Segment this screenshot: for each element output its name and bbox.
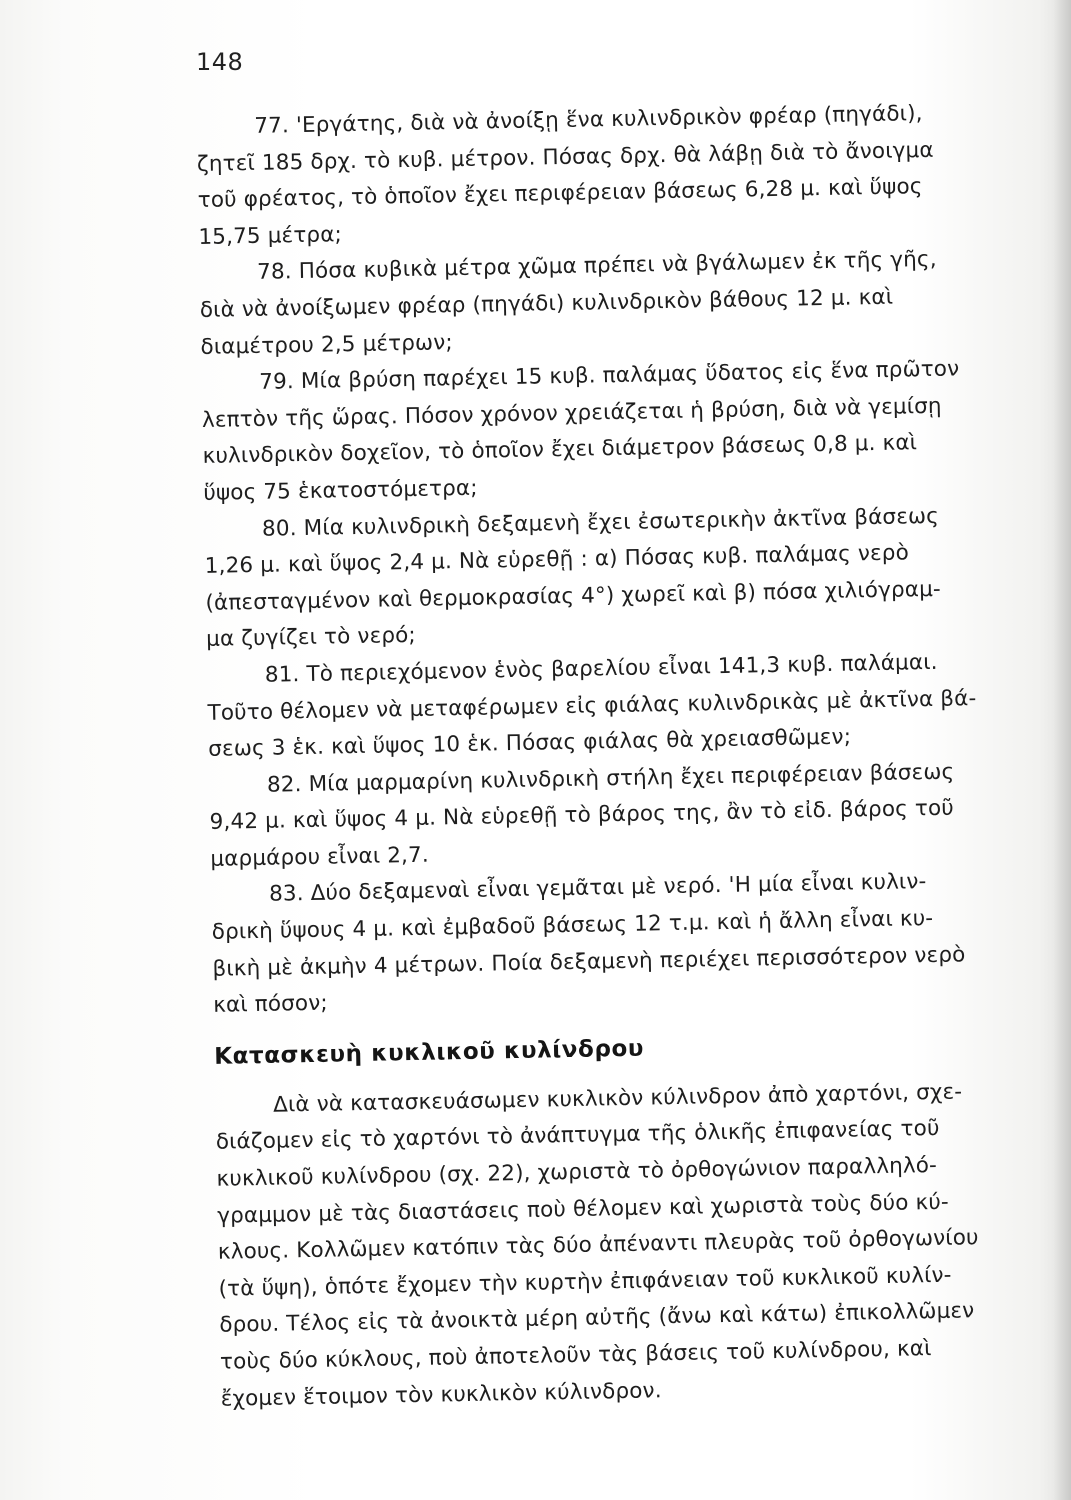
- text-line: 82. Μία μαρμαρίνη κυλινδρικὴ στήλη ἔχει περιφέρειαν βάσεως: [266, 759, 955, 798]
- text-line: δρου. Τέλος εἰς τὰ ἀνοικτὰ μέρη αὐτῆς (ἄνω καὶ κάτω) ἐπικολλῶμεν: [219, 1298, 975, 1339]
- text-line: Τοῦτο θέλομεν νὰ μεταφέρωμεν εἰς φιάλας κυλινδρικὰς μὲ ἀκτῖνα βά-: [207, 685, 977, 726]
- text-line: βικὴ μὲ ἀκμὴν 4 μέτρων. Ποία δεξαμενὴ περιέχει περισσότερον νερὸ: [212, 942, 966, 982]
- text-line: ὕψος 75 ἑκατοστόμετρα;: [203, 475, 478, 506]
- text-line: λεπτὸν τῆς ὥρας. Πόσον χρόνον χρειάζεται ἡ βρύση, διὰ νὰ γεμίσῃ: [201, 393, 942, 433]
- text-line: 79. Μία βρύση παρέχει 15 κυβ. παλάμας ὕδατος εἰς ἕνα πρῶτον: [259, 356, 960, 395]
- text-line: (ἀπεσταγμένον καὶ θερμοκρασίας 4°) χωρεῖ καὶ β) πόσα χιλιόγραμ-: [205, 576, 942, 616]
- text-line: ζητεῖ 185 δρχ. τὸ κυβ. μέτρον. Πόσας δρχ. θὰ λάβῃ διὰ τὸ ἄνοιγμα: [196, 137, 934, 177]
- text-line: καὶ πόσον;: [212, 990, 329, 1019]
- page-text: [196, 94, 1067, 1418]
- text-line: 81. Τὸ περιεχόμενον ἑνὸς βαρελίου εἶναι 141,3 κυβ. παλάμαι.: [264, 649, 938, 688]
- text-line: κυκλικοῦ κυλίνδρου (σχ. 22), χωριστὰ τὸ ὀρθογώνιον παραλληλό-: [216, 1153, 938, 1192]
- text-line: μαρμάρου εἶναι 2,7.: [210, 842, 430, 872]
- text-line: 80. Μία κυλινδρικὴ δεξαμενὴ ἔχει ἐσωτερικὴν ἀκτῖνα βάσεως: [261, 503, 940, 542]
- text-line: (τὰ ὕψη), ὁπότε ἔχομεν τὴν κυρτὴν ἐπιφάνειαν τοῦ κυκλικοῦ κυλίν-: [218, 1262, 952, 1302]
- text-line: Διὰ νὰ κατασκευάσωμεν κυκλικὸν κύλινδρον ἀπὸ χαρτόνι, σχε-: [272, 1079, 963, 1118]
- text-line: δρικὴ ὕψους 4 μ. καὶ ἐμβαδοῦ βάσεως 12 τ.μ. καὶ ἡ ἄλλη εἶναι κυ-: [211, 906, 934, 945]
- section-heading: Κατασκευὴ κυκλικοῦ κυλίνδρου: [213, 1035, 645, 1070]
- text-line: 78. Πόσα κυβικὰ μέτρα χῶμα πρέπει νὰ βγάλωμεν ἐκ τῆς γῆς,: [256, 247, 937, 286]
- text-line: κλους. Κολλῶμεν κατόπιν τὰς δύο ἀπέναντι πλευρὰς τοῦ ὀρθογωνίου: [217, 1225, 979, 1266]
- text-line: διάζομεν εἰς τὸ χαρτόνι τὸ ἀνάπτυγμα τῆς ὁλικῆς ἐπιφανείας τοῦ: [215, 1116, 940, 1156]
- text-line: 1,26 μ. καὶ ὕψος 2,4 μ. Νὰ εὑρεθῇ : α) Πόσας κυβ. παλάμας νερὸ: [204, 540, 910, 580]
- text-line: ἔχομεν ἕτοιμον τὸν κυκλικὸν κύλινδρον.: [220, 1377, 662, 1412]
- text-line: 9,42 μ. καὶ ὕψος 4 μ. Νὰ εὑρεθῇ τὸ βάρος της, ἂν τὸ εἰδ. βάρος τοῦ: [209, 795, 955, 836]
- text-line: τοῦ φρέατος, τὸ ὁποῖον ἔχει περιφέρειαν βάσεως 6,28 μ. καὶ ὕψος: [197, 174, 923, 214]
- page-number: 148: [196, 48, 244, 76]
- text-line: 15,75 μέτρα;: [198, 222, 343, 250]
- text-line: γραμμον μὲ τὰς διαστάσεις ποὺ θέλομεν καὶ χωριστὰ τοὺς δύο κύ-: [216, 1189, 950, 1229]
- text-line: κυλινδρικὸν δοχεῖον, τὸ ὁποῖον ἔχει διάμετρον βάσεως 0,8 μ. καὶ: [202, 430, 918, 470]
- text-line: 83. Δύο δεξαμεναὶ εἶναι γεμᾶται μὲ νερό. 'Η μία εἶναι κυλιν-: [268, 869, 927, 908]
- text-line: μα ζυγίζει τὸ νερό;: [205, 623, 417, 653]
- text-line: 77. 'Εργάτης, διὰ νὰ ἀνοίξῃ ἕνα κυλινδρικὸν φρέαρ (πηγάδι),: [254, 101, 923, 139]
- text-line: σεως 3 ἑκ. καὶ ὕψος 10 ἑκ. Πόσας φιάλας θὰ χρειασθῶμεν;: [208, 724, 852, 762]
- text-line: διὰ νὰ ἀνοίξωμεν φρέαρ (πηγάδι) κυλινδρικὸν βάθους 12 μ. καὶ: [199, 284, 894, 323]
- text-line: διαμέτρου 2,5 μέτρων;: [200, 329, 453, 360]
- text-line: τοὺς δύο κύκλους, ποὺ ἀποτελοῦν τὰς βάσεις τοῦ κυλίνδρου, καὶ: [219, 1336, 932, 1375]
